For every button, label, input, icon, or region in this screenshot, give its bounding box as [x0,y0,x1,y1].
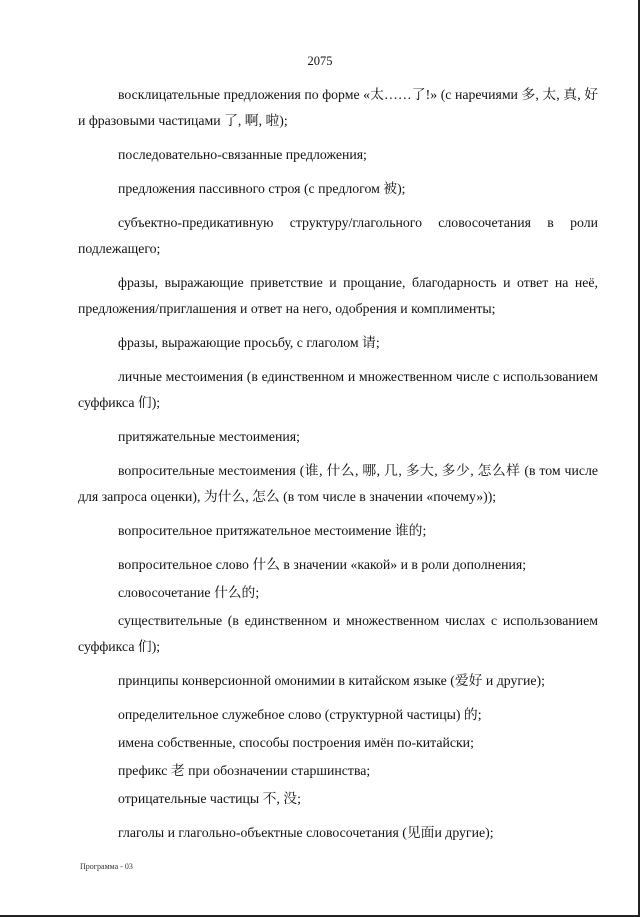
paragraph-request: фразы, выражающие просьбу, с глаголом 请; [118,335,380,350]
paragraph-greetings: фразы, выражающие приветствие и прощание, благодарность и ответ на неё, предложения/приглашения и ответ на него, одобрения и комплименты; [78,275,598,316]
paragraph-verbs: глаголы и глагольно-объектные словосочетания (见面и другие); [118,825,494,840]
paragraph-exclamatory: восклицательные предложения по форме «太……了!» (с наречиями 多, 太, 真, 好 и фразовыми частицами 了, 啊, 啦); [78,87,598,128]
paragraph-possessive-pronouns: притяжательные местоимения; [118,429,300,444]
paragraph-passive: предложения пассивного строя (с предлогом 被); [118,181,406,196]
page-number: 2075 [307,54,333,68]
paragraph-personal-pronouns: личные местоимения (в единственном и множественном числе с использованием суффикса 们); [78,369,598,410]
paragraph-prefix-lao: префикс 老 при обозначении старшинства; [118,763,371,778]
footer-label: Программа - 03 [80,862,133,871]
paragraph-shenmede: словосочетание 什么的; [118,585,260,600]
paragraph-proper-names: имена собственные, способы построения имён по-китайски; [118,735,474,750]
paragraph-negation: отрицательные частицы 不, 没; [118,791,301,806]
body-text [78,82,598,854]
paragraph-subject-predicate: субъектно-предикативную структуру/глагольного словосочетания в роли подлежащего; [78,215,598,256]
paragraph-sequential: последовательно-связанные предложения; [118,147,367,162]
paragraph-interrogative-pronouns: вопросительные местоимения (谁, 什么, 哪, 几, 多大, 多少, 怎么样 (в том числе для запроса оценки), 为什么, 怎么 (в том числе в значении «почему»)); [78,463,598,504]
paragraph-shenme-attribute: вопросительное слово 什么 в значении «какой» и в роли дополнения; [118,557,527,572]
paragraph-interrogative-possessive: вопросительное притяжательное местоимение 谁的; [118,523,427,538]
paragraph-particle-de: определительное служебное слово (структурной частицы) 的; [118,707,482,722]
paragraph-conversion: принципы конверсионной омонимии в китайском языке (爱好 и другие); [118,673,545,688]
paragraph-nouns: существительные (в единственном и множественном числах с использованием суффикса 们); [78,613,598,654]
